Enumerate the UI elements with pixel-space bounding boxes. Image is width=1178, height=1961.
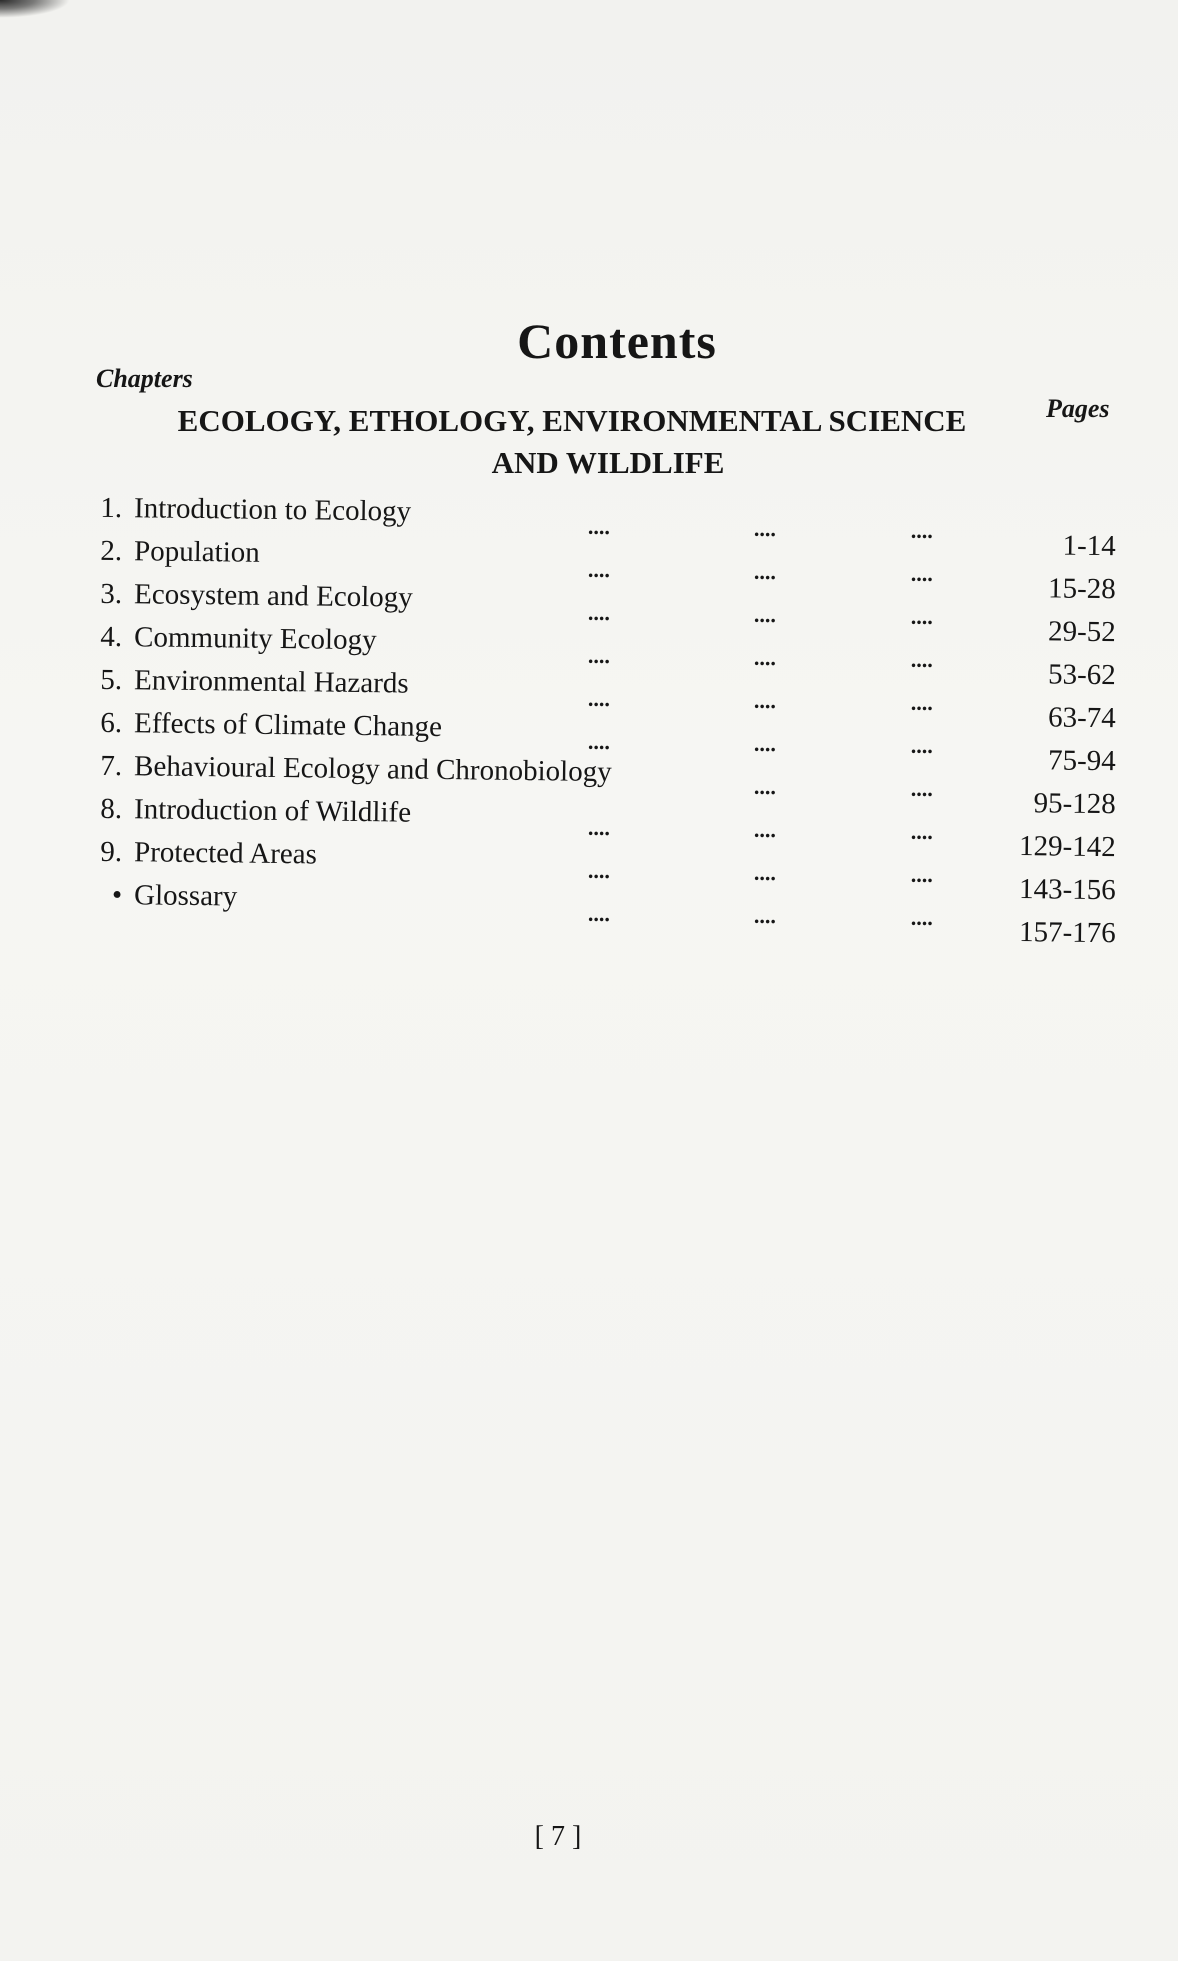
entry-number: 7. xyxy=(100,749,123,783)
page-number: [ 7 ] xyxy=(534,1821,582,1852)
leader-dots: .... xyxy=(753,902,777,929)
leader-dots: .... xyxy=(753,773,777,800)
leader-dots: .... xyxy=(587,685,611,712)
entry-pages: 1-14 xyxy=(1062,529,1116,563)
leader-dots: .... xyxy=(910,861,934,887)
entry-bullet: • xyxy=(111,878,123,912)
leader-dots: .... xyxy=(910,818,934,844)
entry-pages: 53-62 xyxy=(1047,658,1116,692)
leader-dots: .... xyxy=(587,728,611,755)
leader-dots: .... xyxy=(910,603,934,629)
page-title: Contents xyxy=(517,313,717,369)
entry-number: 8. xyxy=(100,792,123,826)
leader-dots: .... xyxy=(910,732,934,758)
leader-dots: .... xyxy=(910,560,934,586)
entry-pages: 15-28 xyxy=(1047,572,1116,606)
pages-column-heading: Pages xyxy=(1046,394,1110,423)
entry-title: Environmental Hazards xyxy=(133,664,409,700)
entry-pages: 157-176 xyxy=(1018,916,1116,950)
entry-pages: 63-74 xyxy=(1047,701,1116,735)
entry-title: Effects of Climate Change xyxy=(133,707,443,743)
entry-title: Glossary xyxy=(133,879,238,913)
leader-dots: .... xyxy=(910,904,934,930)
entry-pages: 29-52 xyxy=(1047,615,1116,649)
entry-title: Ecosystem and Ecology xyxy=(133,578,413,614)
leader-dots: .... xyxy=(753,515,777,542)
entry-number: 1. xyxy=(100,491,123,525)
entry-title: Introduction of Wildlife xyxy=(133,793,412,829)
entry-number: 4. xyxy=(100,620,123,654)
entry-number: 3. xyxy=(100,577,123,611)
leader-dots: .... xyxy=(910,689,934,715)
section-heading-line-2: AND WILDLIFE xyxy=(491,445,725,480)
entry-pages: 129-142 xyxy=(1018,830,1116,864)
entry-pages: 95-128 xyxy=(1033,787,1116,821)
leader-dots: .... xyxy=(753,859,777,886)
leader-dots: .... xyxy=(753,644,777,671)
leader-dots: .... xyxy=(587,857,611,884)
leader-dots: .... xyxy=(910,775,934,801)
leader-dots: .... xyxy=(753,687,777,714)
entry-number: 2. xyxy=(100,534,123,568)
entry-title: Behavioural Ecology and Chronobiology xyxy=(133,750,612,789)
entry-number: 5. xyxy=(100,663,123,697)
section-heading xyxy=(0,400,1178,484)
leader-dots: .... xyxy=(910,646,934,672)
leader-dots: .... xyxy=(587,556,611,583)
leader-dots: .... xyxy=(587,599,611,626)
leader-dots: .... xyxy=(753,730,777,757)
section-heading-line-1: ECOLOGY, ETHOLOGY, ENVIRONMENTAL SCIENCE xyxy=(177,403,967,438)
entry-pages: 143-156 xyxy=(1018,873,1116,907)
entry-title: Population xyxy=(133,535,260,569)
leader-dots: .... xyxy=(910,517,934,543)
leader-dots: .... xyxy=(587,642,611,669)
entry-pages: 75-94 xyxy=(1047,744,1116,778)
leader-dots: .... xyxy=(753,601,777,628)
leader-dots: .... xyxy=(753,816,777,843)
leader-dots: .... xyxy=(587,900,611,927)
page-corner-shadow xyxy=(0,0,70,18)
entry-title: Community Ecology xyxy=(133,621,377,657)
entry-title: Protected Areas xyxy=(133,836,318,871)
entry-number: 6. xyxy=(100,706,123,740)
leader-dots: .... xyxy=(753,558,777,585)
leader-dots: .... xyxy=(587,513,611,540)
leader-dots: .... xyxy=(587,814,611,841)
entry-number: 9. xyxy=(100,835,123,869)
entry-title: Introduction to Ecology xyxy=(133,492,412,528)
chapters-column-heading: Chapters xyxy=(96,364,193,393)
